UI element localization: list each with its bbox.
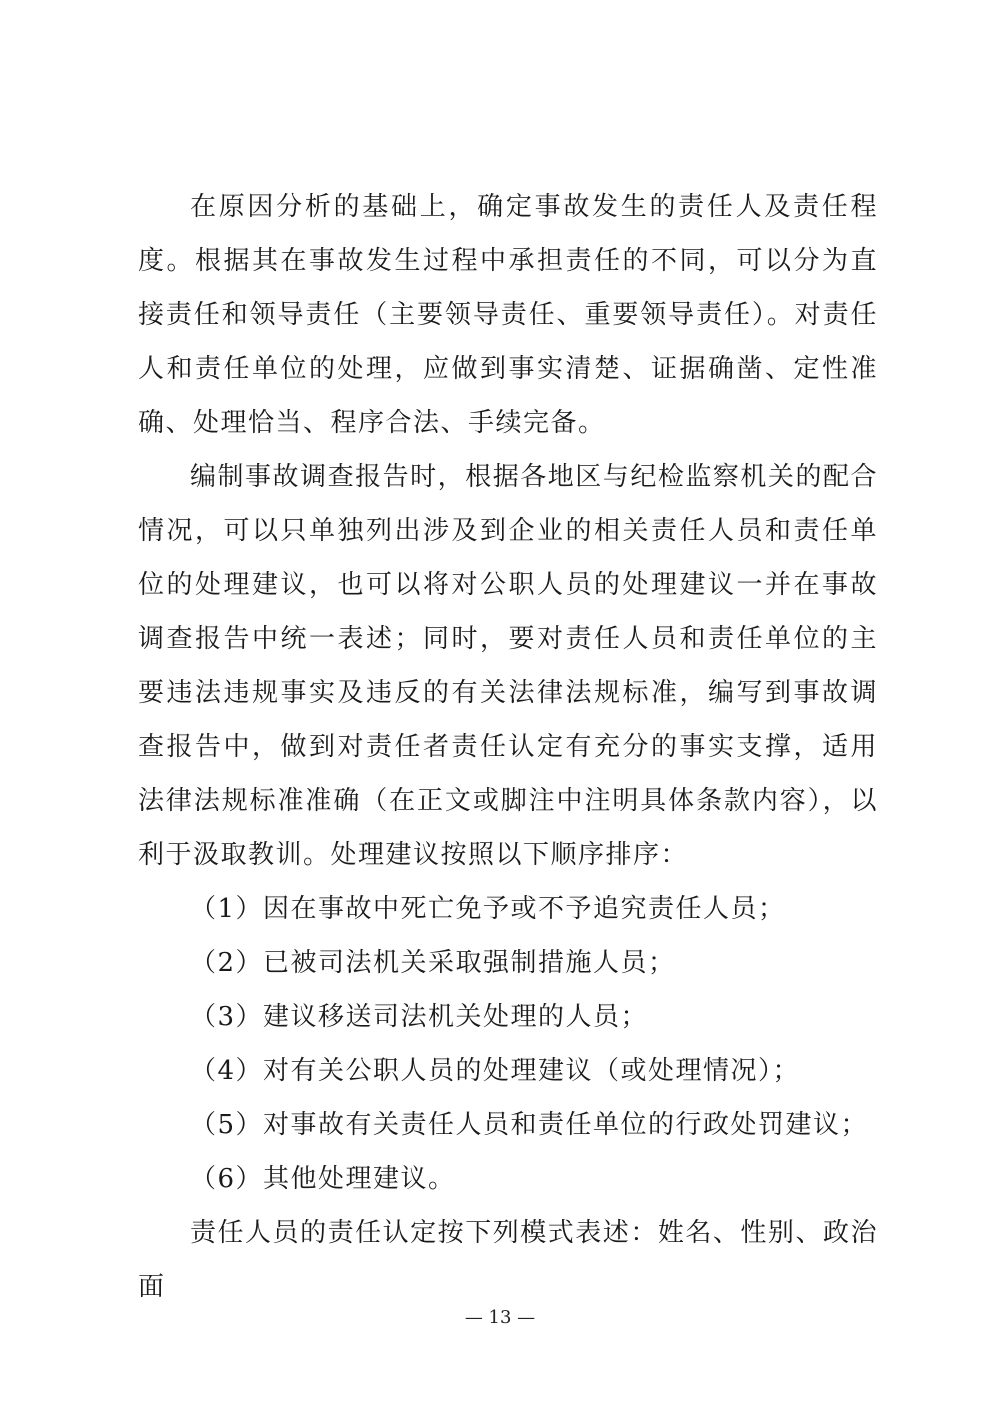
paragraph-report-compilation: 编制事故调查报告时，根据各地区与纪检监察机关的配合情况，可以只单独列出涉及到企业的相关责任人员和责任单位的处理建议，也可以将对公职人员的处理建议一并在事故调查报告中统一表述；同时，要对责任人员和责任单位的主要违法违规事实及违反的有关法律法规标准，编写到事故调查报告中，做到对责任者责任认定有充分的事实支撑，适用法律法规标准准确（在正文或脚注中注明具体条款内容），以利于汲取教训。处理建议按照以下顺序排序： [138,462,878,870]
page-body [138,180,878,1314]
list-item: （1）因在事故中死亡免予或不予追究责任人员； [190,894,786,924]
page-number: — 13 — [464,1307,536,1328]
list-item: （2）已被司法机关采取强制措施人员； [190,948,676,978]
list-item: （5）对事故有关责任人员和责任单位的行政处罚建议； [190,1110,869,1140]
list-item: （4）对有关公职人员的处理建议（或处理情况）； [190,1056,801,1086]
list-item: （3）建议移送司法机关处理的人员； [190,1002,649,1032]
paragraph-responsibility: 在原因分析的基础上，确定事故发生的责任人及责任程度。根据其在事故发生过程中承担责任的不同，可以分为直接责任和领导责任（主要领导责任、重要领导责任）。对责任人和责任单位的处理，应做到事实清楚、证据确凿、定性准确、处理恰当、程序合法、手续完备。 [138,192,878,438]
list-item: （6）其他处理建议。 [190,1164,456,1194]
paragraph-closing: 责任人员的责任认定按下列模式表述：姓名、性别、政治面 [138,1218,878,1302]
